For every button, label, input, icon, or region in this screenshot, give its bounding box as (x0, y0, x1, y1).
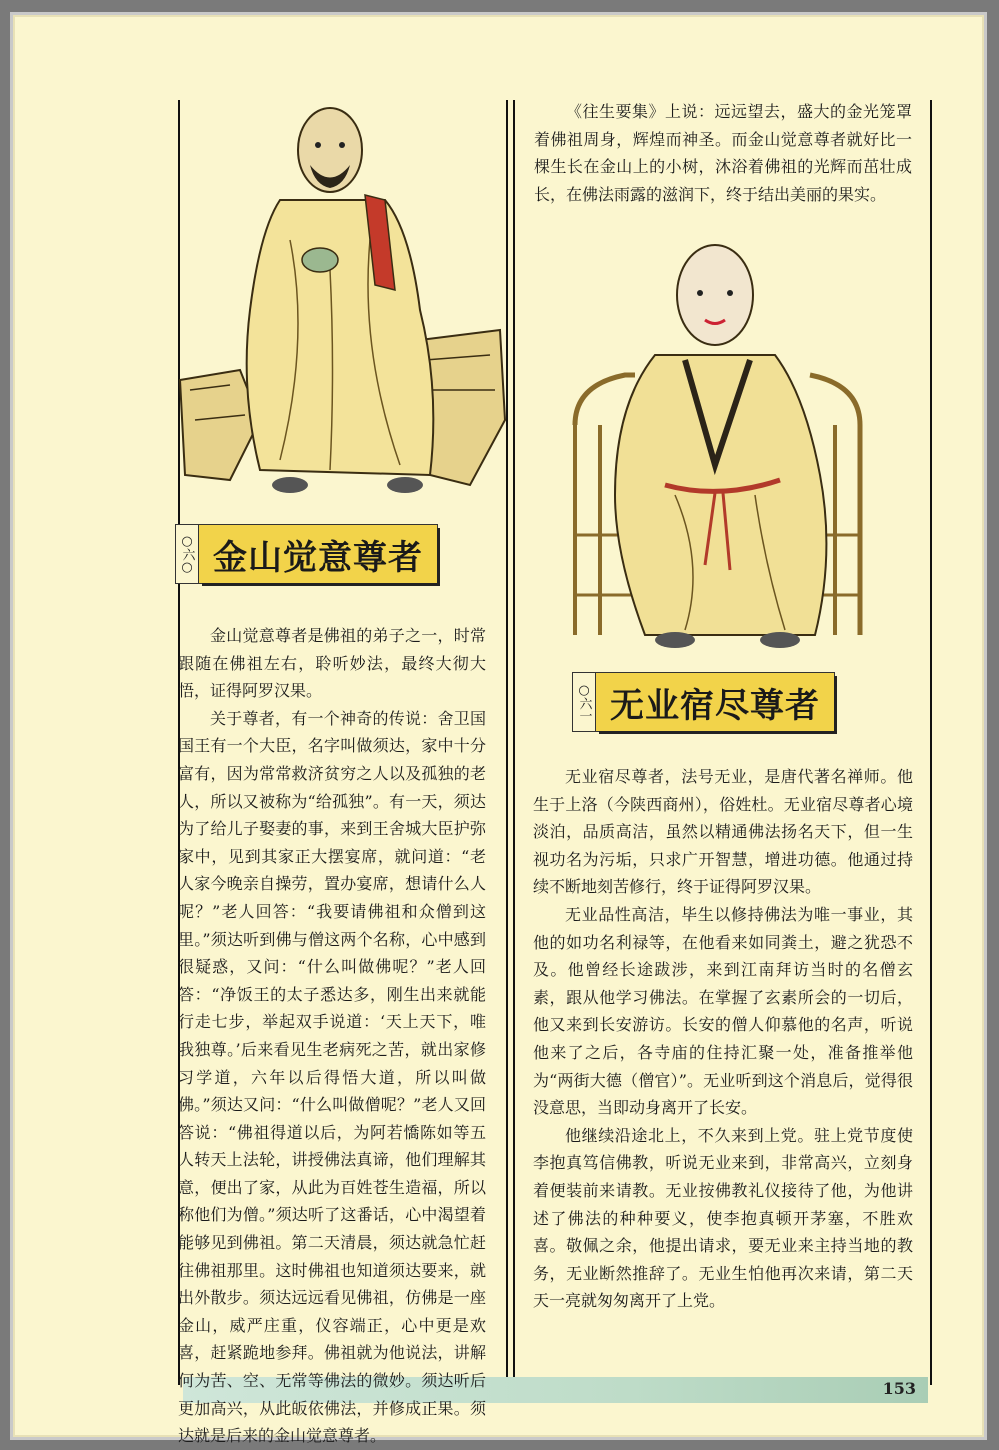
paragraph: 金山觉意尊者是佛祖的弟子之一，时常跟随在佛祖左右，聆听妙法，最终大彻大悟，证得阿罗汉果。 (178, 626, 486, 701)
jinshan-body-text (178, 622, 486, 1450)
quote-text (534, 98, 912, 208)
paragraph: 无业品性高洁，毕生以修持佛法为唯一事业，其他的如功名利禄等，在他看来如同粪土，避之犹恐不及。他曾经长途跋涉，来到江南拜访当时的名僧玄素，跟从他学习佛法。在掌握了玄素所会的一切后，他又来到长安游访。长安的僧人仰慕他的名声，听说他来了之后，各寺庙的住持汇聚一处，准备推举他为“两街大德（僧官）”。无业听到这个消息后，觉得很没意思，当即动身离开了长安。 (533, 904, 913, 1118)
title-wuye (572, 672, 835, 732)
paragraph: 《往生要集》上说：远远望去，盛大的金光笼罩着佛祖周身，辉煌而神圣。而金山觉意尊者就好比一棵生长在金山上的小树，沐浴着佛祖的光辉而茁壮成长，在佛法雨露的滋润下，终于结出美丽的果实。 (534, 102, 912, 204)
lohan-number: ○六一 (573, 673, 596, 731)
paragraph: 他继续沿途北上，不久来到上党。驻上党节度使李抱真笃信佛教，听说无业来到，非常高兴，立刻身着便装前来请教。无业按佛教礼仪接待了他，为他讲述了佛法的种种要义，使李抱真顿开茅塞，不胜欢喜。敬佩之余，他提出请求，要无业来主持当地的教务，无业断然推辞了。无业生怕他再次来请，第二天天一亮就匆匆离开了上党。 (533, 1125, 913, 1311)
lohan-title: 金山觉意尊者 (199, 525, 437, 583)
paragraph: 关于尊者，有一个神奇的传说：舍卫国国王有一个大臣，名字叫做须达，家中十分富有，因为常常救济贫穷之人以及孤独的老人，所以又被称为“给孤独”。有一天，须达为了给儿子娶妻的事，来到王舍城大臣护弥家中，见到其家正大摆宴席，就问道：“老人家今晚亲自操劳，置办宴席，想请什么人呢？”老人回答：“我要请佛祖和众僧到这里。”须达听到佛与僧这两个名称，心中感到很疑惑，又问：“什么叫做佛呢？”老人回答：“净饭王的太子悉达多，刚生出来就能行走七步，举起双手说道：‘天上天下，唯我独尊。’后来看见生老病死之苦，就出家修习学道，六年以后得悟大道，所以叫做佛。”须达又问：“什么叫做僧呢？”老人又回答说：“佛祖得道以后，为阿若憍陈如等五人转天上法轮，讲授佛法真谛，他们理解其意，便出了家，从此为百姓苍生造福，所以称他们为僧。”须达听了这番话，心中渴望着能够见到佛祖。第二天清晨，须达就急忙赶往佛祖那里。这时佛祖也知道须达要来，就出外散步。须达远远看见佛祖，仿佛是一座金山，威严庄重，仪容端正，心中更是欢喜，赶紧跪地参拜。佛祖就为他说法，讲解何为苦、空、无常等佛法的微妙。须达听后更加高兴，从此皈依佛法，并修成正果。须达就是后来的金山觉意尊者。 (178, 708, 486, 1446)
wuye-body-text (533, 763, 913, 1315)
title-jinshan (175, 524, 438, 584)
lohan-number: ○六○ (176, 525, 199, 583)
page-number: 153 (882, 1379, 916, 1398)
illustration-jinshan-lohan (170, 90, 510, 510)
lohan-title: 无业宿尽尊者 (596, 673, 834, 731)
illustration-wuye-lohan (555, 235, 880, 665)
paragraph: 无业宿尽尊者，法号无业，是唐代著名禅师。他生于上洛（今陕西商州），俗姓杜。无业宿尽尊者心境淡泊，品质高洁，虽然以精通佛法扬名天下，但一生视功名为污垢，只求广开智慧，增进功德。他通过持续不断地刻苦修行，终于证得阿罗汉果。 (533, 767, 913, 897)
